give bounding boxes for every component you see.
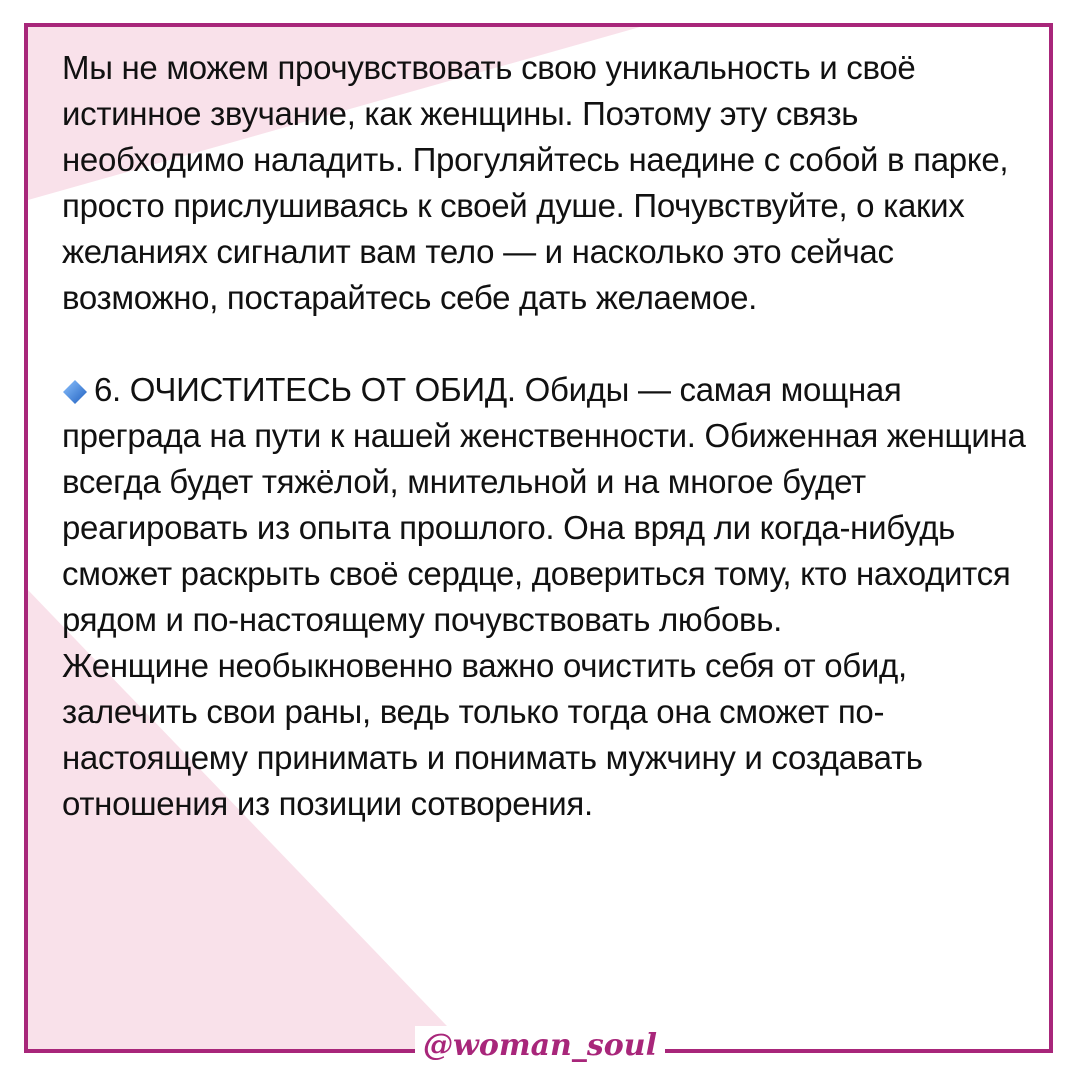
conclusion-paragraph: Женщине необыкновенно важно очистить себя от обид, залечить свои раны, ведь только тогда она сможет по-настоящему принимать и понимать мужчину и создавать отношения из позиции сотворения. (62, 647, 923, 822)
post-text (62, 45, 1037, 827)
intro-paragraph: Мы не можем прочувствовать свою уникальность и своё истинное звучание, как женщины. Поэтому эту связь необходимо наладить. Прогуляйтесь наедине с собой в парке, просто прислушиваясь к своей душе. Почувствуйте, о каких желаниях сигналит вам тело — и насколько это сейчас возможно, постарайтесь себе дать желаемое. (62, 49, 1009, 316)
author-handle: @woman_soul (415, 1026, 665, 1066)
section-6-text: 6. ОЧИСТИТЕСЬ ОТ ОБИД. Обиды — самая мощная преграда на пути к нашей женственности. Обиженная женщина всегда будет тяжёлой, мнительной и на многое будет реагировать из опыта прошлого. Она вряд ли когда-нибудь сможет раскрыть своё сердце, довериться тому, кто находится рядом и по-настоящему почувствовать любовь. (62, 371, 1026, 638)
paragraph-gap (62, 321, 1037, 367)
blue-diamond-icon (62, 379, 88, 405)
section-6-paragraph (62, 367, 1037, 643)
